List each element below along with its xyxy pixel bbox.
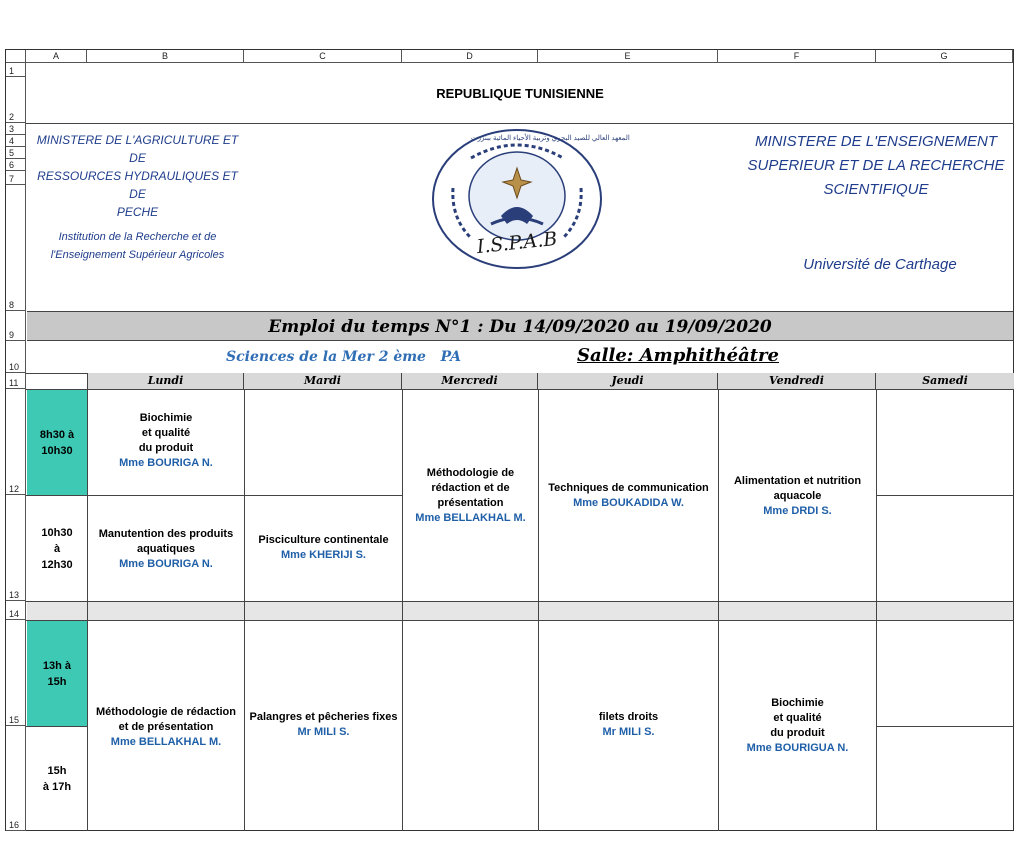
course-name: Biochimie (139, 412, 193, 424)
row-header-15[interactable]: 15 (6, 620, 26, 726)
time-slot-3[interactable] (27, 621, 87, 726)
teacher-name: Mr MILI S. (602, 726, 655, 738)
row-header-11[interactable]: 11 (6, 373, 26, 389)
time-text: à 17h (42, 781, 72, 793)
right-ministry-line: SUPERIEUR ET DE LA RECHERCHE (747, 157, 1005, 174)
time-text: 13h à (42, 659, 72, 672)
teacher-name: Mme DRDI S. (763, 504, 832, 517)
right-ministry-line: MINISTERE DE L'ENSEIGNEMENT (754, 133, 998, 150)
column-header-c[interactable]: C (244, 50, 402, 63)
session-thursday-morning[interactable] (539, 476, 718, 516)
column-header-b[interactable]: B (87, 50, 244, 63)
teacher-name: Mr MILI S. (297, 726, 350, 738)
schedule-title: Emploi du temps N°1 : Du 14/09/2020 au 19/09/2020 (268, 317, 772, 337)
grid-line (402, 389, 403, 831)
left-ministry-line: MINISTERE DE L'AGRICULTURE ET DE (36, 133, 239, 165)
course-name: Biochimie (771, 697, 824, 709)
grid-line (26, 389, 1014, 390)
course-name: aquacole (773, 489, 822, 502)
logo-arabic: المعهد العالي للصيد البحري وتربية الأحياء المائية ببنزرت (471, 135, 630, 142)
time-text: 10h30 (41, 526, 73, 539)
session-monday-slot1[interactable] (88, 405, 244, 477)
left-institution (30, 228, 245, 264)
course-name: et qualité (773, 712, 822, 724)
row-header-13[interactable]: 13 (6, 495, 26, 601)
title-bar (27, 311, 1013, 341)
teacher-name: Mme BOURIGA N. (119, 457, 213, 469)
logo-text: I.S.P.A.B (475, 227, 559, 259)
column-header-e[interactable]: E (538, 50, 718, 63)
course-name: Manutention des produits (98, 527, 234, 540)
republic-title: REPUBLIQUE TUNISIENNE (436, 86, 604, 101)
row-header-5[interactable]: 5 (6, 147, 26, 159)
time-slot-1[interactable] (27, 390, 87, 495)
course-name: rédaction et de (431, 482, 510, 494)
teacher-name: Mme BOUKADIDA W. (573, 497, 684, 509)
course-name: présentation (437, 497, 504, 509)
day-header-tuesday: Mardi (244, 373, 402, 389)
row-header-9[interactable]: 9 (6, 311, 26, 341)
class-name: Sciences de la Mer 2 ème PA (226, 349, 461, 365)
time-slot-2[interactable] (27, 496, 87, 601)
row-header-8[interactable]: 8 (6, 185, 26, 311)
row-header-1[interactable]: 1 (6, 63, 26, 77)
row-header-7[interactable]: 7 (6, 171, 26, 185)
room-label: Salle: Amphithéâtre (577, 345, 779, 366)
time-text: 12h30 (41, 558, 73, 571)
row-header-10[interactable]: 10 (6, 341, 26, 373)
left-institution-line: Institution de la Recherche et de (58, 231, 217, 243)
column-header-g[interactable]: G (876, 50, 1013, 63)
right-ministry (740, 130, 1012, 202)
grid-line (876, 726, 1014, 727)
day-header-thursday: Jeudi (538, 373, 718, 389)
left-ministry (30, 131, 245, 221)
column-header-f[interactable]: F (718, 50, 876, 63)
right-university: Université de Carthage (803, 256, 957, 273)
teacher-name: Mme BELLAKHAL M. (415, 512, 526, 524)
course-name: Méthodologie de (426, 467, 515, 479)
time-text: 15h (47, 675, 67, 688)
teacher-name: Mme BELLAKHAL M. (110, 735, 222, 748)
session-thursday-afternoon[interactable] (539, 705, 718, 745)
time-slot-4[interactable] (27, 727, 87, 831)
row-header-2[interactable]: 2 (6, 77, 26, 123)
grid-line (244, 389, 245, 831)
right-ministry-line: SCIENTIFIQUE (823, 181, 929, 198)
row-header-14[interactable]: 14 (6, 601, 26, 620)
course-name: Pisciculture continentale (258, 534, 389, 546)
grid-line (538, 389, 539, 831)
session-friday-afternoon[interactable] (719, 688, 876, 764)
day-header-friday: Vendredi (718, 373, 876, 389)
row-header-16[interactable]: 16 (6, 726, 26, 831)
column-header-d[interactable]: D (402, 50, 538, 63)
day-header-saturday: Samedi (876, 373, 1014, 389)
corner-cell[interactable] (6, 50, 26, 63)
course-name: Méthodologie de rédaction (96, 705, 236, 718)
grid-line (876, 389, 877, 831)
grid-line (26, 620, 1014, 621)
left-institution-line: l'Enseignement Supérieur Agricoles (50, 249, 225, 261)
time-text: à (53, 542, 61, 555)
course-name: aquatiques (136, 542, 196, 555)
time-text: 15h (47, 765, 67, 777)
course-name: du produit (138, 442, 194, 454)
session-monday-slot2[interactable] (88, 519, 244, 579)
left-ministry-line: PECHE (116, 205, 159, 219)
row-header-12[interactable]: 12 (6, 389, 26, 495)
session-friday-morning[interactable] (719, 467, 876, 525)
teacher-name: Mme KHERIJI S. (281, 549, 366, 561)
grid-line (876, 495, 1014, 496)
ispab-logo (431, 128, 630, 270)
course-name: et qualité (141, 427, 191, 439)
teacher-name: Mme BOURIGUA N. (746, 742, 849, 754)
session-monday-afternoon[interactable] (88, 698, 244, 756)
row-header-3[interactable]: 3 (6, 123, 26, 135)
day-header-wednesday: Mercredi (402, 373, 538, 389)
course-name: Palangres et pêcheries fixes (249, 711, 398, 723)
teacher-name: Mme BOURIGA N. (119, 557, 213, 570)
grid-line (718, 389, 719, 831)
session-wednesday-morning[interactable] (403, 458, 538, 534)
session-tuesday-afternoon[interactable] (245, 705, 402, 745)
course-name: du produit (770, 727, 825, 739)
column-header-a[interactable]: A (26, 50, 87, 63)
row-header-4[interactable]: 4 (6, 135, 26, 147)
time-text: 8h30 à (39, 428, 75, 441)
row-header-6[interactable]: 6 (6, 159, 26, 171)
session-tuesday-slot2[interactable] (245, 528, 402, 568)
course-name: et de présentation (118, 720, 214, 733)
left-ministry-line: RESSOURCES HYDRAULIQUES ET DE (37, 169, 238, 201)
course-name: Alimentation et nutrition (733, 474, 862, 487)
day-header-monday: Lundi (87, 373, 244, 389)
course-name: filets droits (598, 711, 659, 723)
time-text: 10h30 (41, 444, 73, 457)
header-divider (26, 123, 1014, 124)
lunch-break-row (27, 602, 1013, 620)
course-name: Techniques de communication (548, 482, 709, 494)
